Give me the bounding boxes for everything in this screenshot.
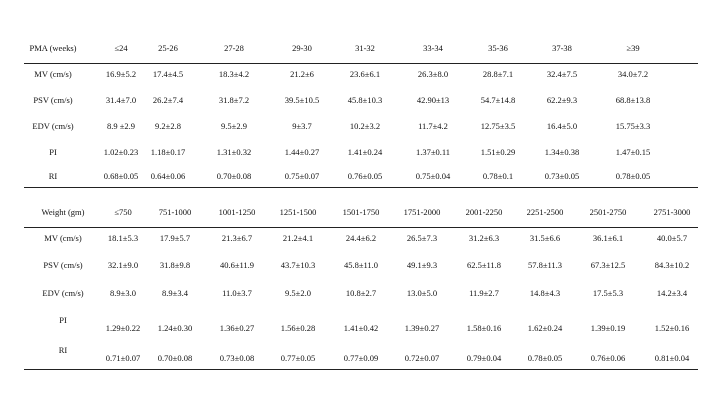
table-cell: 8.9±3.0 xyxy=(110,288,136,298)
table-cell: 1.41±0.24 xyxy=(347,147,383,157)
table-cell: 26.2±7.4 xyxy=(152,95,184,105)
table-cell: 49.1±9.3 xyxy=(406,260,438,270)
table-cell: 1.58±0.16 xyxy=(466,323,502,333)
column-header: 2751-3000 xyxy=(653,207,691,217)
row-label: MV (cm/s) xyxy=(44,233,82,243)
table-cell: 14.8±4.3 xyxy=(529,288,561,298)
table-cell: 39.5±10.5 xyxy=(284,95,320,105)
column-header: 37-38 xyxy=(552,43,572,53)
pma-table xyxy=(24,35,698,187)
table-cell: 0.72±0.07 xyxy=(404,353,440,363)
row-label: PSV (cm/s) xyxy=(33,95,73,105)
table-cell: 8.9±3.4 xyxy=(162,288,188,298)
table-cell: 10.2±3.2 xyxy=(349,121,381,131)
table-cell: 0.71±0.07 xyxy=(105,353,141,363)
column-header: ≥39 xyxy=(626,43,640,53)
row-label: RI xyxy=(58,345,68,355)
column-header: 2001-2250 xyxy=(465,207,503,217)
column-header: 2251-2500 xyxy=(526,207,564,217)
table-cell: 11.7±4.2 xyxy=(418,121,448,131)
table-cell: 1.47±0.15 xyxy=(615,147,651,157)
table-cell: 10.8±2.7 xyxy=(345,288,377,298)
table-cell: 31.4±7.0 xyxy=(105,95,137,105)
table-cell: 40.0±5.7 xyxy=(656,233,688,243)
table-cell: 0.77±0.09 xyxy=(343,353,379,363)
table-cell: 67.3±12.5 xyxy=(590,260,626,270)
table-cell: 24.4±6.2 xyxy=(345,233,377,243)
table-cell: 1.36±0.27 xyxy=(219,323,255,333)
table-cell: 1.51±0.29 xyxy=(480,147,516,157)
table-cell: 1.24±0.30 xyxy=(157,323,193,333)
table-cell: 68.8±13.8 xyxy=(615,95,651,105)
table-cell: 0.70±0.08 xyxy=(157,353,193,363)
table-cell: 1.39±0.27 xyxy=(404,323,440,333)
column-header: 751-1000 xyxy=(158,207,192,217)
bottom-rule xyxy=(24,187,698,188)
table-cell: 1.34±0.38 xyxy=(544,147,580,157)
column-header: 27-28 xyxy=(224,43,244,53)
table-cell: 14.2±3.4 xyxy=(656,288,688,298)
table-cell: 31.5±6.6 xyxy=(529,233,561,243)
table-cell: 1.44±0.27 xyxy=(284,147,320,157)
table-cell: 21.3±6.7 xyxy=(221,233,253,243)
weight-table xyxy=(24,199,698,369)
column-header: 1501-1750 xyxy=(342,207,380,217)
table-cell: 1.56±0.28 xyxy=(280,323,316,333)
table-cell: 1.41±0.42 xyxy=(343,323,379,333)
table-cell: 15.75±3.3 xyxy=(615,121,651,131)
row-label: PI xyxy=(49,147,57,157)
header-rule xyxy=(24,63,698,64)
table-cell: 18.3±4.2 xyxy=(218,69,250,79)
table-cell: 0.78±0.1 xyxy=(482,171,514,181)
table-cell: 11.0±3.7 xyxy=(222,288,252,298)
table-cell: 21.2±4.1 xyxy=(282,233,314,243)
table-cell: 21.2±6 xyxy=(290,69,314,79)
table-cell: 28.8±7.1 xyxy=(482,69,514,79)
table-cell: 54.7±14.8 xyxy=(480,95,516,105)
table-cell: 43.7±10.3 xyxy=(280,260,316,270)
column-header: ≤24 xyxy=(114,43,128,53)
column-header: ≤750 xyxy=(114,207,132,217)
table-cell: 26.5±7.3 xyxy=(406,233,438,243)
column-header: 35-36 xyxy=(488,43,508,53)
column-header: 33-34 xyxy=(423,43,443,53)
table-cell: 0.75±0.07 xyxy=(284,171,320,181)
table-cell: 0.68±0.05 xyxy=(103,171,139,181)
table-cell: 57.8±11.3 xyxy=(527,260,563,270)
row-label: PI xyxy=(59,315,67,325)
row-label: EDV (cm/s) xyxy=(32,121,74,131)
table-cell: 0.76±0.06 xyxy=(590,353,626,363)
column-header: 2501-2750 xyxy=(589,207,627,217)
table-cell: 1.02±0.23 xyxy=(103,147,139,157)
table-cell: 45.8±10.3 xyxy=(347,95,383,105)
table-cell: 11.9±2.7 xyxy=(469,288,499,298)
table-cell: 13.0±5.0 xyxy=(406,288,438,298)
table-cell: 0.73±0.08 xyxy=(219,353,255,363)
table-cell: 9.5±2.9 xyxy=(221,121,247,131)
table-cell: 34.0±7.2 xyxy=(617,69,649,79)
table-cell: 12.75±3.5 xyxy=(480,121,516,131)
table-cell: 26.3±8.0 xyxy=(417,69,449,79)
row-label: MV (cm/s) xyxy=(34,69,72,79)
table-cell: 0.73±0.05 xyxy=(544,171,580,181)
column-header: 1751-2000 xyxy=(403,207,441,217)
bottom-rule xyxy=(24,369,698,370)
table-cell: 62.2±9.3 xyxy=(546,95,578,105)
table-cell: 32.4±7.5 xyxy=(546,69,578,79)
table-cell: 84.3±10.2 xyxy=(654,260,690,270)
table-cell: 9.5±2.0 xyxy=(285,288,311,298)
table-cell: 0.81±0.04 xyxy=(654,353,690,363)
table-cell: 1.18±0.17 xyxy=(150,147,186,157)
table-cell: 0.77±0.05 xyxy=(280,353,316,363)
table-cell: 0.75±0.04 xyxy=(415,171,451,181)
table-cell: 0.78±0.05 xyxy=(615,171,651,181)
table-cell: 23.6±6.1 xyxy=(349,69,381,79)
table-cell: 45.8±11.0 xyxy=(343,260,379,270)
header-label: Weight (gm) xyxy=(41,207,85,217)
table-cell: 31.8±9.8 xyxy=(159,260,191,270)
header-rule xyxy=(24,227,698,228)
table-cell: 36.1±6.1 xyxy=(592,233,624,243)
column-header: 31-32 xyxy=(355,43,375,53)
row-label: EDV (cm/s) xyxy=(42,288,84,298)
table-cell: 17.9±5.7 xyxy=(159,233,191,243)
row-label: PSV (cm/s) xyxy=(43,260,83,270)
table-cell: 32.1±9.0 xyxy=(107,260,139,270)
table-cell: 17.5±5.3 xyxy=(592,288,624,298)
table-cell: 9±3.7 xyxy=(292,121,312,131)
table-cell: 1.29±0.22 xyxy=(105,323,141,333)
table-cell: 1.62±0.24 xyxy=(527,323,563,333)
column-header: 1001-1250 xyxy=(218,207,256,217)
table-cell: 0.70±0.08 xyxy=(216,171,252,181)
column-header: 29-30 xyxy=(292,43,312,53)
column-header: 25-26 xyxy=(158,43,178,53)
table-cell: 1.39±0.19 xyxy=(590,323,626,333)
row-label: RI xyxy=(48,171,58,181)
table-cell: 31.2±6.3 xyxy=(468,233,500,243)
column-header: 1251-1500 xyxy=(279,207,317,217)
table-cell: 0.79±0.04 xyxy=(466,353,502,363)
table-cell: 8.9 ±2.9 xyxy=(106,121,136,131)
table-cell: 16.4±5.0 xyxy=(546,121,578,131)
table-cell: 42.90±13 xyxy=(416,95,450,105)
table-cell: 0.76±0.05 xyxy=(347,171,383,181)
table-cell: 0.64±0.06 xyxy=(150,171,186,181)
table-cell: 40.6±11.9 xyxy=(219,260,255,270)
table-cell: 18.1±5.3 xyxy=(107,233,139,243)
table-cell: 1.37±0.11 xyxy=(415,147,451,157)
table-cell: 9.2±2.8 xyxy=(155,121,181,131)
table-cell: 17.4±4.5 xyxy=(152,69,184,79)
table-cell: 1.52±0.16 xyxy=(654,323,690,333)
table-cell: 62.5±11.8 xyxy=(466,260,502,270)
header-label: PMA (weeks) xyxy=(29,43,77,53)
table-cell: 0.78±0.05 xyxy=(527,353,563,363)
table-cell: 16.9±5.2 xyxy=(105,69,137,79)
table-cell: 1.31±0.32 xyxy=(216,147,252,157)
table-cell: 31.8±7.2 xyxy=(218,95,250,105)
